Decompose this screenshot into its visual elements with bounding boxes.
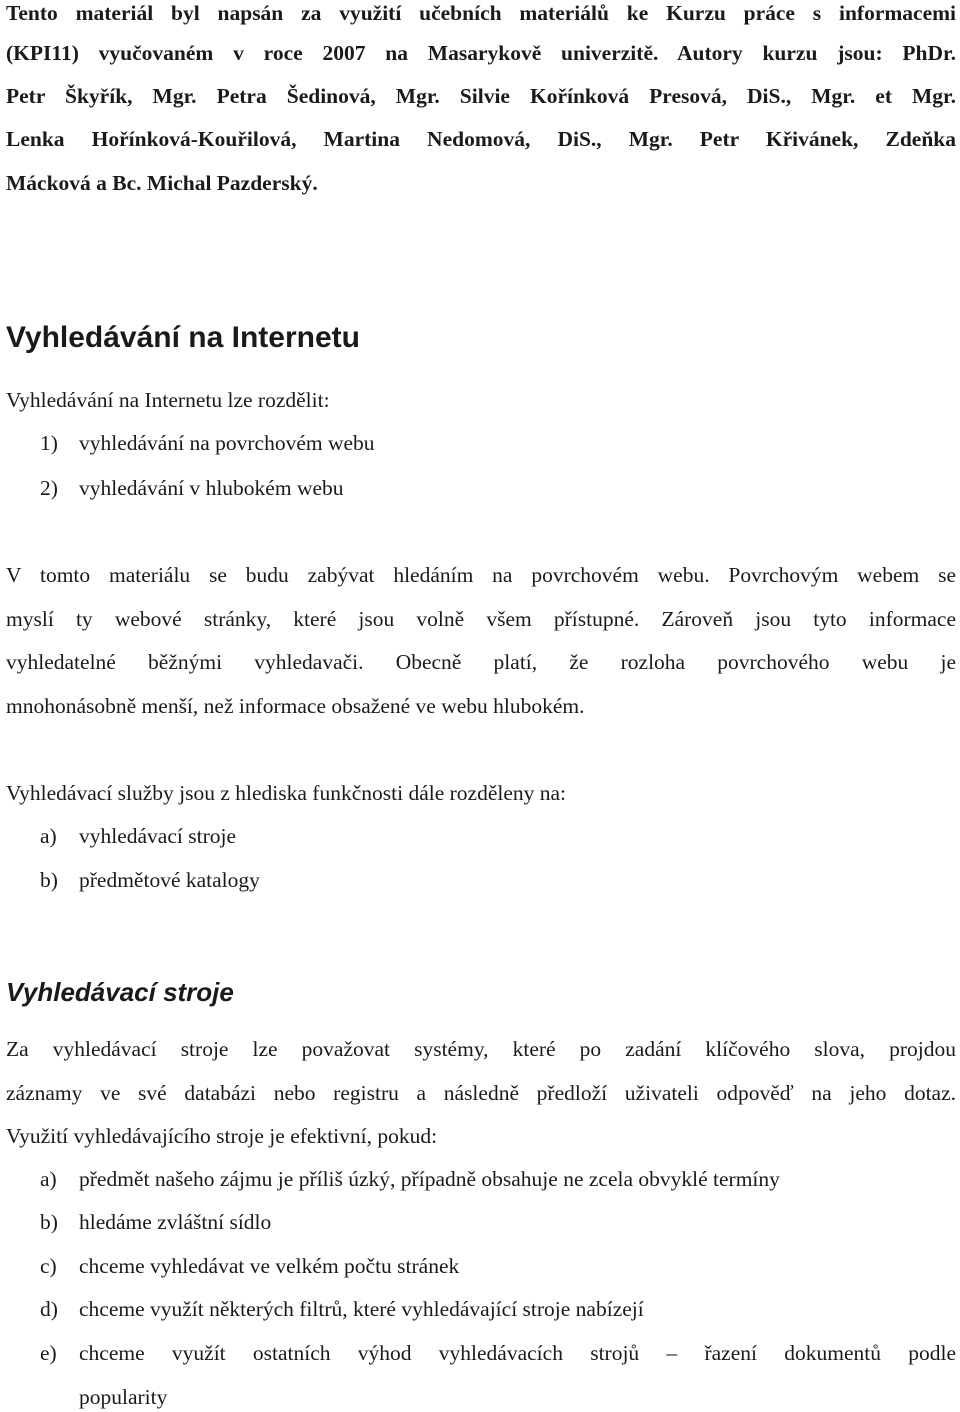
list-marker: b) [40, 1210, 58, 1234]
credits-line-2: (KPI11) vyučovaném v roce 2007 na Masarykově univerzitě. Autory kurzu jsou: PhDr. [6, 41, 956, 65]
list-text: předmětové katalogy [79, 868, 260, 892]
list-item [40, 1251, 956, 1281]
list-item [40, 473, 956, 503]
paragraph-line: myslí ty webové stránky, které jsou volně všem přístupné. Zároveň jsou tyto informace [6, 607, 956, 631]
paragraph-line: Za vyhledávací stroje lze považovat systémy, které po zadání klíčového slova, projdou [6, 1037, 956, 1061]
list-text: vyhledávací stroje [79, 824, 237, 848]
list-item [40, 1164, 956, 1194]
list-marker: a) [40, 824, 57, 848]
list-marker: a) [40, 1167, 57, 1191]
credits-line-4: Lenka Hořínková-Kouřilová, Martina Nedomová, DiS., Mgr. Petr Křivánek, Zdeňka [6, 127, 956, 151]
paragraph-line: záznamy ve své databázi nebo registru a následně předloží uživateli odpověď na jeho dotaz. [6, 1081, 956, 1105]
services-intro: Vyhledávací služby jsou z hlediska funkčnosti dále rozděleny na: [6, 781, 567, 805]
list-marker: c) [40, 1254, 57, 1278]
list-item [40, 865, 956, 895]
paragraph-line: mnohonásobně menší, než informace obsažené ve webu hlubokém. [6, 694, 585, 718]
paragraph-line: Využití vyhledávajícího stroje je efektivní, pokud: [6, 1124, 438, 1148]
list-item [40, 821, 956, 851]
credits-line-5: Mácková a Bc. Michal Pazderský. [6, 171, 318, 195]
list-marker: b) [40, 868, 58, 892]
list-item [40, 1338, 956, 1368]
list-text: chceme využít ostatních výhod vyhledávacích strojů – řazení dokumentů podle [79, 1341, 956, 1365]
list-marker: d) [40, 1297, 58, 1321]
section1-intro: Vyhledávání na Internetu lze rozdělit: [6, 388, 330, 412]
list-text: chceme využít některých filtrů, které vyhledávající stroje nabízejí [79, 1297, 644, 1321]
section-heading-search-engines: Vyhledávací stroje [6, 977, 234, 1007]
section-heading-search-internet: Vyhledávání na Internetu [6, 321, 360, 354]
credits-line-3: Petr Škyřík, Mgr. Petra Šedinová, Mgr. Silvie Kořínková Presová, DiS., Mgr. et Mgr. [6, 84, 956, 108]
list-text: chceme vyhledávat ve velkém počtu stránek [79, 1254, 460, 1278]
list-text: vyhledávání v hlubokém webu [79, 476, 344, 500]
paragraph-line: V tomto materiálu se budu zabývat hledáním na povrchovém webu. Povrchovým webem se [6, 563, 956, 587]
list-marker: 1) [40, 431, 58, 455]
list-text: hledáme zvláštní sídlo [79, 1210, 272, 1234]
paragraph-line: vyhledatelné běžnými vyhledavači. Obecně platí, že rozloha povrchového webu je [6, 650, 956, 674]
credits-line-1: Tento materiál byl napsán za využití učebních materiálů ke Kurzu práce s informacemi [6, 1, 956, 25]
list-text: předmět našeho zájmu je příliš úzký, případně obsahuje ne zcela obvyklé termíny [79, 1167, 780, 1191]
list-marker: e) [40, 1341, 57, 1365]
list-item-continuation: popularity [79, 1385, 168, 1409]
list-text: vyhledávání na povrchovém webu [79, 431, 375, 455]
list-marker: 2) [40, 476, 58, 500]
list-item [40, 1294, 956, 1324]
list-item [40, 428, 956, 458]
list-item [40, 1207, 956, 1237]
